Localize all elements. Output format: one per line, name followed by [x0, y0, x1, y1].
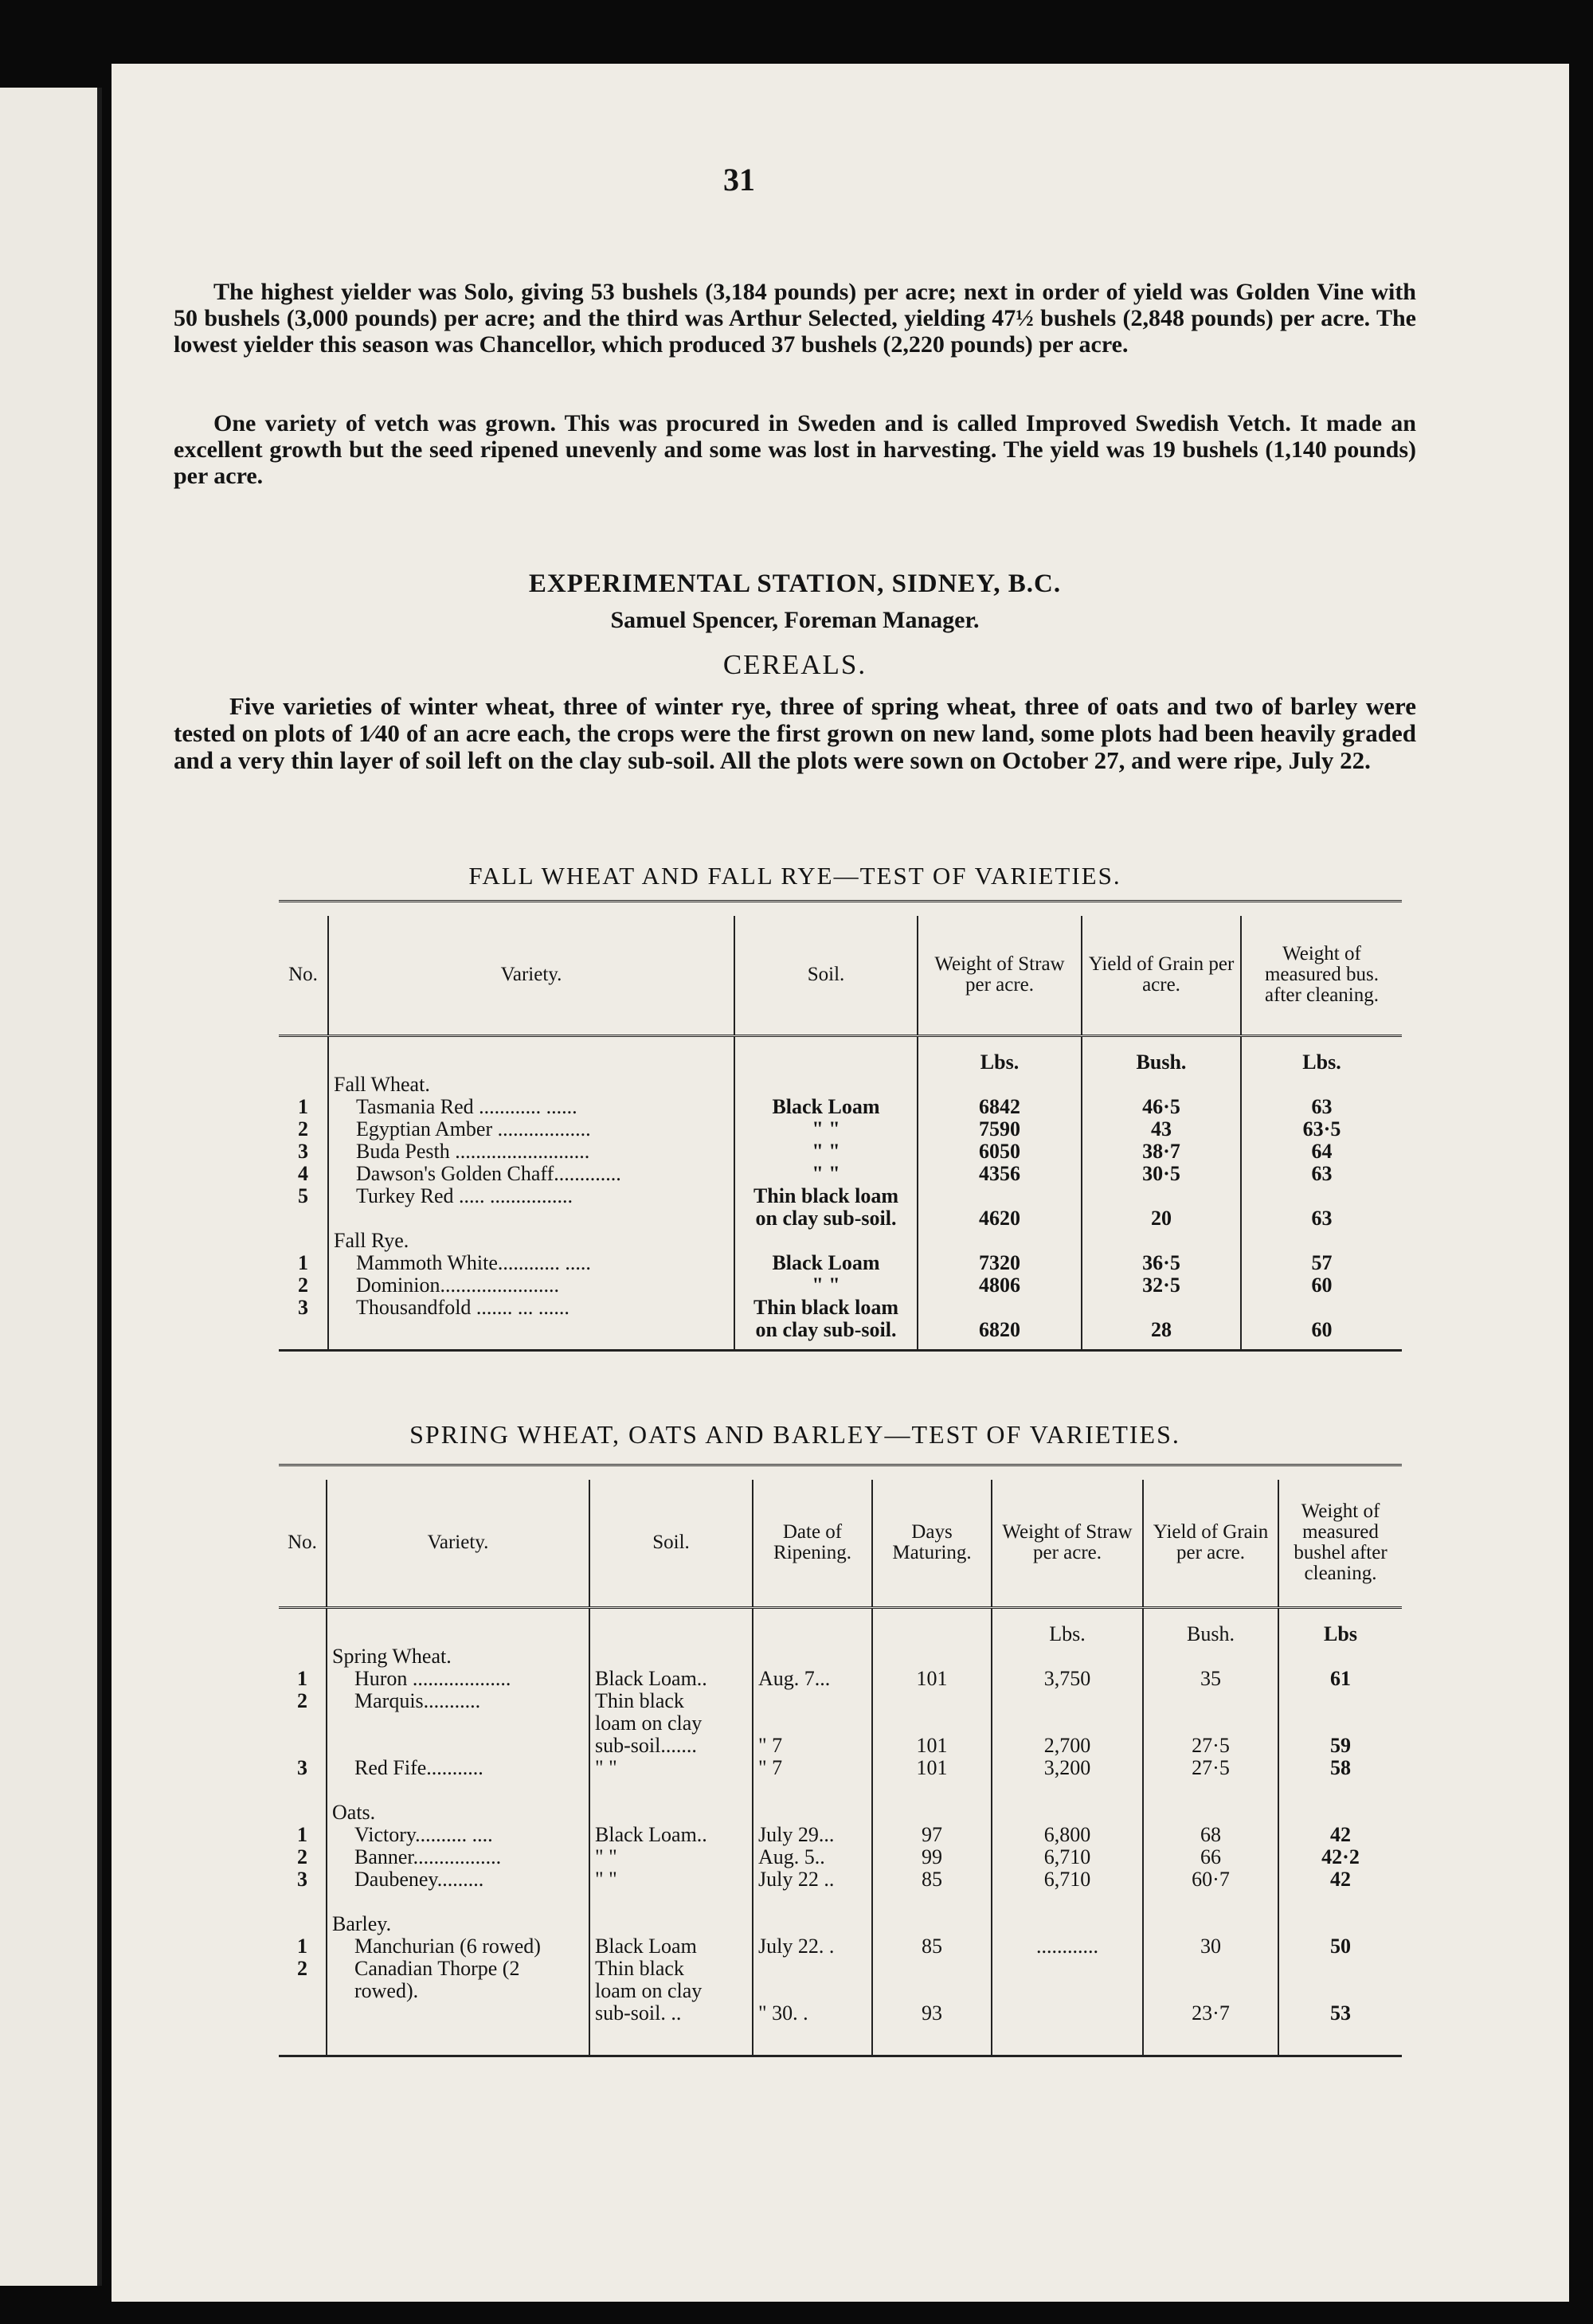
cell-line: [1284, 1802, 1397, 1824]
cell-line: [595, 1891, 747, 1913]
cell-line: [758, 1980, 867, 2002]
cell-line: [878, 1712, 986, 1735]
cell-line: [1149, 1690, 1273, 1712]
cell-line: [332, 1891, 584, 1913]
cell-line: [332, 2025, 584, 2047]
cell-line: " ": [595, 1867, 617, 1891]
cell-line: [1247, 1074, 1397, 1096]
cell-line: 97: [922, 1822, 942, 1846]
spring-table-top-rule: [279, 1464, 1402, 1466]
cell-line: 2: [297, 1956, 307, 1980]
cell-line: [878, 1913, 986, 1935]
page-number: 31: [723, 162, 755, 198]
soil-column: [734, 1035, 918, 1350]
cell-line: [1087, 1074, 1235, 1096]
cell-line: " 7: [758, 1755, 783, 1779]
date-column: [753, 1607, 872, 2056]
cell-line: [284, 1074, 323, 1096]
cell-line: Spring Wheat.: [332, 1644, 452, 1668]
cell-line: " 7: [758, 1733, 783, 1757]
cell-line: [878, 1891, 986, 1913]
cell-line: [923, 1297, 1076, 1319]
cell-line: [758, 1712, 867, 1735]
cell-line: 23·7: [1192, 2001, 1230, 2025]
cell-line: 7320: [979, 1250, 1020, 1274]
fall-table-top-rule: [279, 900, 1402, 902]
cell-line: 6,800: [1043, 1822, 1091, 1846]
header-bushel-weight: Weight of measured bus. after cleaning.: [1241, 916, 1402, 1035]
cell-line: 6820: [979, 1317, 1020, 1341]
header-days-maturing: Days Maturing.: [872, 1480, 992, 1607]
variety-column: [328, 1035, 734, 1350]
cell-line: 6,710: [1043, 1867, 1091, 1891]
cell-line: 101: [916, 1733, 948, 1757]
cell-line: [1247, 1297, 1397, 1319]
cell-line: [284, 1891, 321, 1913]
cell-line: [332, 2002, 584, 2025]
cell-line: 63: [1311, 1161, 1333, 1185]
cell-line: 43: [1151, 1117, 1172, 1140]
cell-line: 42: [1330, 1867, 1351, 1891]
cell-line: [878, 1645, 986, 1668]
cell-line: 32·5: [1142, 1273, 1180, 1297]
cell-line: [758, 1913, 867, 1935]
intro-paragraph-2: One variety of vetch was grown. This was procured in Sweden and is called Improved Swedish Vetch. It made an excellent growth but the seed ripened unevenly and some was lost in harvesting. The yield was 19 bushels (1,140 pounds) per acre.: [174, 410, 1416, 489]
cell-line: [740, 1074, 912, 1096]
cell-line: [997, 1690, 1137, 1712]
cell-line: 36·5: [1142, 1250, 1180, 1274]
cell-line: Banner.................: [354, 1845, 502, 1868]
cell-line: Buda Pesth ..........................: [356, 1139, 590, 1163]
cell-line: 5: [298, 1184, 308, 1207]
cell-line: Marquis...........: [354, 1688, 481, 1712]
cell-line: 63·5: [1302, 1117, 1341, 1140]
cell-line: Turkey Red ..... ................: [356, 1184, 573, 1207]
cell-line: [997, 2025, 1137, 2047]
cell-line: 1: [297, 1934, 307, 1958]
cell-line: 4806: [979, 1273, 1020, 1297]
cell-line: 59: [1330, 1733, 1351, 1757]
cell-line: sub-soil. ..: [595, 2001, 682, 2025]
cell-line: Bush.: [1187, 1622, 1235, 1645]
cell-line: 38·7: [1142, 1139, 1180, 1163]
cell-line: [284, 1913, 321, 1935]
cell-line: Dawson's Golden Chaff.............: [356, 1161, 621, 1185]
cell-line: [595, 2025, 747, 2047]
cell-line: 6,710: [1043, 1845, 1091, 1868]
cell-line: [997, 2002, 1137, 2025]
cell-line: [595, 1913, 747, 1935]
cell-line: [758, 1891, 867, 1913]
cell-line: [758, 1958, 867, 1980]
variety-column: [327, 1607, 589, 2056]
cell-line: [284, 1712, 321, 1735]
cell-line: 3: [297, 1867, 307, 1891]
cell-line: [878, 2025, 986, 2047]
soil-column: [589, 1607, 753, 2056]
cell-line: [997, 1779, 1137, 1802]
station-title: EXPERIMENTAL STATION, SIDNEY, B.C.: [528, 569, 1062, 598]
cell-line: 2,700: [1043, 1733, 1091, 1757]
cell-line: 3,200: [1043, 1755, 1091, 1779]
cell-line: 66: [1200, 1845, 1221, 1868]
cell-line: [332, 1623, 584, 1645]
spring-table-title: SPRING WHEAT, OATS AND BARLEY—TEST OF VARIETIES.: [409, 1420, 1180, 1449]
cell-line: Lbs.: [1302, 1050, 1341, 1074]
cell-line: [878, 1623, 986, 1645]
cell-line: [332, 1735, 584, 1757]
header-grain: Yield of Grain per acre.: [1082, 916, 1241, 1035]
cell-line: 2: [297, 1688, 307, 1712]
header-date-ripening: Date of Ripening.: [753, 1480, 872, 1607]
cell-line: [334, 1051, 729, 1074]
cell-line: 20: [1151, 1206, 1172, 1230]
cell-line: 57: [1311, 1250, 1333, 1274]
cell-line: 58: [1330, 1755, 1351, 1779]
cell-line: [758, 2025, 867, 2047]
cell-line: [284, 2025, 321, 2047]
cell-line: [1149, 1891, 1273, 1913]
cell-line: 60: [1311, 1317, 1333, 1341]
cell-line: [997, 1645, 1137, 1668]
cell-line: 68: [1200, 1822, 1221, 1846]
cell-line: 63: [1311, 1094, 1333, 1118]
cell-line: 3: [298, 1139, 308, 1163]
cell-line: Aug. 7...: [758, 1666, 831, 1690]
cell-line: [595, 1645, 747, 1668]
cell-line: " 30. .: [758, 2001, 808, 2025]
cell-line: [1087, 1297, 1235, 1319]
cell-line: 3,750: [1043, 1666, 1091, 1690]
cell-line: 2: [297, 1845, 307, 1868]
cell-line: [1149, 1958, 1273, 1980]
cell-line: 101: [916, 1755, 948, 1779]
cell-line: sub-soil.......: [595, 1733, 697, 1757]
cell-line: [284, 1735, 321, 1757]
section-title: CEREALS.: [722, 649, 867, 680]
cell-line: [334, 1207, 729, 1230]
cell-line: " ": [812, 1273, 840, 1297]
cell-line: Black Loam: [772, 1250, 880, 1274]
cell-line: [1149, 1913, 1273, 1935]
cell-line: Manchurian (6 rowed): [354, 1934, 541, 1958]
cell-line: 42·2: [1321, 1845, 1360, 1868]
cell-line: 2: [298, 1117, 308, 1140]
straw-column: [918, 1035, 1082, 1350]
header-straw: Weight of Straw per acre.: [918, 916, 1082, 1035]
cell-line: [1284, 2025, 1397, 2047]
cell-line: [1284, 1712, 1397, 1735]
cell-line: " ": [812, 1139, 840, 1163]
cell-line: [878, 1802, 986, 1824]
cell-line: [1087, 1230, 1235, 1252]
cell-line: Thin black loam: [753, 1184, 899, 1207]
fall-wheat-rye-table: [279, 916, 1402, 1352]
cell-line: [1149, 1645, 1273, 1668]
header-soil: Soil.: [589, 1480, 753, 1607]
cell-line: Tasmania Red ............ ......: [356, 1094, 577, 1118]
cell-line: Thin black: [595, 1956, 684, 1980]
cell-line: [284, 1779, 321, 1802]
cell-line: [595, 1802, 747, 1824]
cell-line: [284, 1230, 323, 1252]
cell-line: Mammoth White............ .....: [356, 1250, 591, 1274]
cell-line: loam on clay: [595, 1978, 703, 2002]
station-manager: Samuel Spencer, Foreman Manager.: [610, 607, 980, 633]
spring-wheat-oats-barley-table: [279, 1480, 1402, 2057]
header-no: No.: [279, 916, 328, 1035]
cell-line: Bush.: [1136, 1050, 1187, 1074]
cell-line: 35: [1200, 1666, 1221, 1690]
cell-line: Black Loam: [595, 1934, 697, 1958]
cell-line: [1087, 1185, 1235, 1207]
cell-line: " ": [812, 1161, 840, 1185]
cell-line: Lbs.: [1049, 1622, 1086, 1645]
cell-line: Daubeney.........: [354, 1867, 484, 1891]
header-bushel-weight: Weight of measured bushel after cleaning.: [1278, 1480, 1402, 1607]
cell-line: [1149, 1802, 1273, 1824]
cell-line: 2: [298, 1273, 308, 1297]
cell-line: [758, 1645, 867, 1668]
cell-line: 85: [922, 1934, 942, 1958]
cell-line: July 29...: [758, 1822, 835, 1846]
cell-line: [878, 1980, 986, 2002]
grain-column: [1143, 1607, 1278, 2056]
cell-line: [997, 1980, 1137, 2002]
cell-line: " ": [595, 1845, 617, 1868]
cell-line: 30: [1200, 1934, 1221, 1958]
cell-line: [1149, 1980, 1273, 2002]
cell-line: [997, 1802, 1137, 1824]
cell-line: [284, 1623, 321, 1645]
cell-line: [997, 1712, 1137, 1735]
cell-line: on clay sub-soil.: [755, 1206, 897, 1230]
cell-line: [997, 1891, 1137, 1913]
cell-line: [284, 1980, 321, 2002]
intro-paragraph-1: The highest yielder was Solo, giving 53 bushels (3,184 pounds) per acre; next in order of yield was Golden Vine with 50 bushels (3,000 pounds) per acre; and the third was Arthur Selected, yielding 47½ bushels (2,848 pounds) per acre. The lowest yielder this season was Chancellor, which produced 37 bushels (2,220 pounds) per acre.: [174, 279, 1416, 358]
cell-line: [284, 1051, 323, 1074]
bushel-weight-column: [1278, 1607, 1402, 2056]
cell-line: [1284, 1913, 1397, 1935]
cell-line: [1284, 1690, 1397, 1712]
cell-line: 4356: [979, 1161, 1020, 1185]
cell-line: [284, 1319, 323, 1341]
cell-line: [1149, 1712, 1273, 1735]
header-variety: Variety.: [328, 916, 734, 1035]
cell-line: [284, 1802, 321, 1824]
cell-line: [1149, 2025, 1273, 2047]
bushel-weight-column: [1241, 1035, 1402, 1350]
straw-column: [992, 1607, 1143, 2056]
cell-line: rowed).: [354, 1978, 419, 2002]
cell-line: loam on clay: [595, 1711, 703, 1735]
cell-line: 30·5: [1142, 1161, 1180, 1185]
cell-line: Fall Wheat.: [334, 1072, 430, 1096]
no-column: [279, 1035, 328, 1350]
cell-line: 46·5: [1142, 1094, 1180, 1118]
cell-line: 50: [1330, 1934, 1351, 1958]
cell-line: 28: [1151, 1317, 1172, 1341]
cell-line: 93: [922, 2001, 942, 2025]
header-variety: Variety.: [327, 1480, 589, 1607]
cell-line: ............: [1036, 1934, 1098, 1958]
cell-line: [284, 1645, 321, 1668]
cell-line: 4620: [979, 1206, 1020, 1230]
cell-line: Oats.: [332, 1800, 376, 1824]
cell-line: [740, 1051, 912, 1074]
fall-table-title: FALL WHEAT AND FALL RYE—TEST OF VARIETIES.: [468, 862, 1121, 890]
cell-line: 99: [922, 1845, 942, 1868]
cell-line: [1149, 1779, 1273, 1802]
cell-line: [878, 1690, 986, 1712]
cell-line: Lbs: [1324, 1622, 1357, 1645]
header-straw: Weight of Straw per acre.: [992, 1480, 1143, 1607]
cell-line: Canadian Thorpe (2: [354, 1956, 520, 1980]
cell-line: [1247, 1185, 1397, 1207]
cell-line: Thin black loam: [753, 1295, 899, 1319]
cell-line: 27·5: [1192, 1755, 1230, 1779]
cell-line: [758, 1779, 867, 1802]
cell-line: [1284, 1645, 1397, 1668]
cell-line: [740, 1230, 912, 1252]
cell-line: [923, 1074, 1076, 1096]
cell-line: Lbs.: [980, 1050, 1020, 1074]
cell-line: [284, 1207, 323, 1230]
cell-line: July 22 ..: [758, 1867, 835, 1891]
cell-line: Aug. 5..: [758, 1845, 825, 1868]
cereals-paragraph: Five varieties of winter wheat, three of winter rye, three of spring wheat, three of oats and two of barley were tested on plots of 1⁄40 of an acre each, the crops were the first grown on new land, some plots had been heavily graded and a very thin layer of soil left on the clay sub-soil. All the plots were sown on October 27, and were ripe, July 22.: [174, 692, 1416, 774]
cell-line: [923, 1230, 1076, 1252]
cell-line: Black Loam..: [595, 1822, 707, 1846]
cell-line: 1: [298, 1094, 308, 1118]
cell-line: Thousandfold ....... ... ......: [356, 1295, 569, 1319]
cell-line: [332, 1779, 584, 1802]
cell-line: Egyptian Amber ..................: [356, 1117, 591, 1140]
cell-line: [758, 1802, 867, 1824]
cell-line: [758, 1690, 867, 1712]
cell-line: 1: [297, 1666, 307, 1690]
grain-column: [1082, 1035, 1241, 1350]
cell-line: [1284, 1980, 1397, 2002]
cell-line: [758, 1623, 867, 1645]
cell-line: [923, 1185, 1076, 1207]
cell-line: Red Fife...........: [354, 1755, 483, 1779]
cell-line: 53: [1330, 2001, 1351, 2025]
no-column: [279, 1607, 327, 2056]
cell-line: Black Loam: [772, 1094, 880, 1118]
cell-line: [997, 1913, 1137, 1935]
cell-line: 61: [1330, 1666, 1351, 1690]
cell-line: [878, 1779, 986, 1802]
cell-line: Fall Rye.: [334, 1228, 409, 1252]
cell-line: 3: [298, 1295, 308, 1319]
cell-line: 27·5: [1192, 1733, 1230, 1757]
cell-line: 64: [1311, 1139, 1333, 1163]
cell-line: 85: [922, 1867, 942, 1891]
cell-line: Black Loam..: [595, 1666, 707, 1690]
header-no: No.: [279, 1480, 327, 1607]
cell-line: [1247, 1230, 1397, 1252]
cell-line: 60·7: [1192, 1867, 1230, 1891]
cell-line: [334, 1319, 729, 1341]
cell-line: 4: [298, 1161, 308, 1185]
adjacent-page-edge: [0, 88, 102, 2286]
cell-line: " ": [812, 1117, 840, 1140]
cell-line: [595, 1779, 747, 1802]
cell-line: [997, 1958, 1137, 1980]
cell-line: 1: [298, 1250, 308, 1274]
cell-line: July 22. .: [758, 1934, 835, 1958]
cell-line: [332, 1712, 584, 1735]
cell-line: 7590: [979, 1117, 1020, 1140]
cell-line: on clay sub-soil.: [755, 1317, 897, 1341]
days-column: [872, 1607, 992, 2056]
header-grain: Yield of Grain per acre.: [1143, 1480, 1278, 1607]
cell-line: 6842: [979, 1094, 1020, 1118]
cell-line: 42: [1330, 1822, 1351, 1846]
cell-line: Huron ...................: [354, 1666, 511, 1690]
cell-line: [1284, 1779, 1397, 1802]
cell-line: Thin black: [595, 1688, 684, 1712]
cell-line: 3: [297, 1755, 307, 1779]
header-soil: Soil.: [734, 916, 918, 1035]
cell-line: 60: [1311, 1273, 1333, 1297]
cell-line: [1284, 1958, 1397, 1980]
cell-line: [284, 2002, 321, 2025]
cell-line: Barley.: [332, 1911, 392, 1935]
cell-line: [1284, 1891, 1397, 1913]
cell-line: 6050: [979, 1139, 1020, 1163]
cell-line: [595, 1623, 747, 1645]
cell-line: 63: [1311, 1206, 1333, 1230]
cell-line: " ": [595, 1755, 617, 1779]
cell-line: Victory.......... ....: [354, 1822, 493, 1846]
cell-line: Dominion.......................: [356, 1273, 559, 1297]
cell-line: [878, 1958, 986, 1980]
cell-line: 1: [297, 1822, 307, 1846]
cell-line: 101: [916, 1666, 948, 1690]
